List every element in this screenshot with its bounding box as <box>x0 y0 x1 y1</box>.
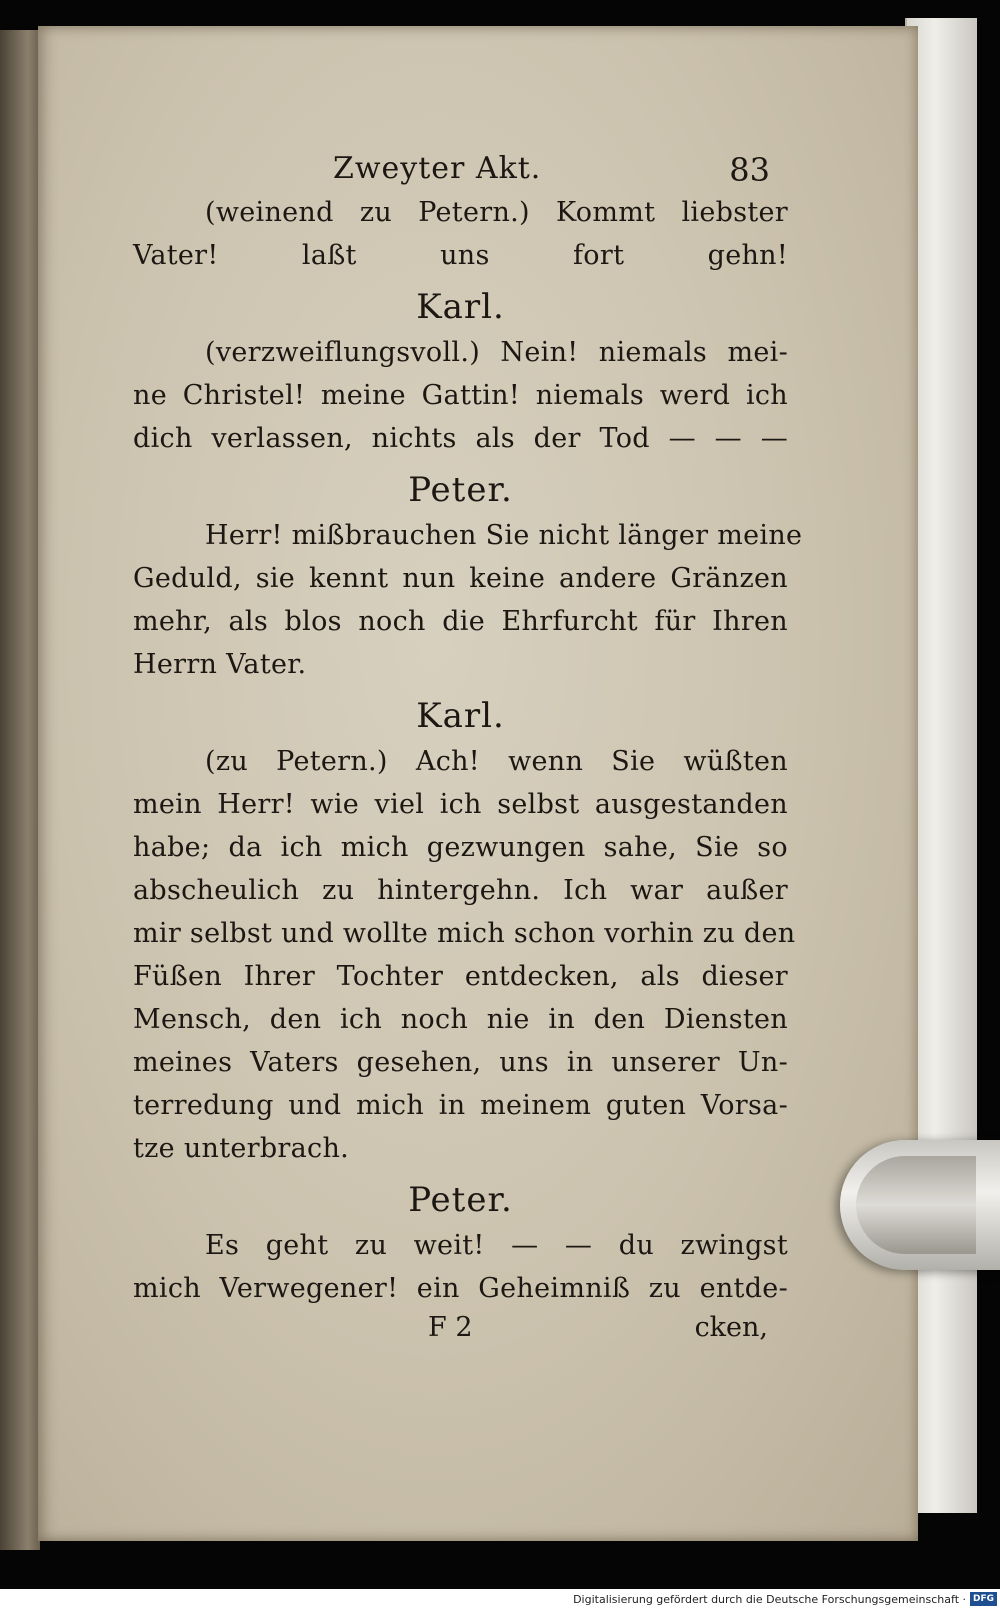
page-clip-inner <box>856 1156 976 1254</box>
text-line: Herr! mißbrauchen Sie nicht länger meine <box>205 520 803 551</box>
speaker-name: Karl. <box>416 696 505 736</box>
text-line: ne Christel! meine Gattin! niemals werd ich <box>133 380 788 411</box>
text-line: (verzweiflungsvoll.) Nein! niemals mei- <box>205 337 788 368</box>
speaker-name: Peter. <box>408 1180 513 1220</box>
signature-mark: F 2 <box>428 1312 473 1343</box>
text-line: mehr, als blos noch die Ehrfurcht für Ihren <box>133 606 788 637</box>
dfg-logo-icon: DFG <box>970 1592 997 1606</box>
text-line: dich verlassen, nichts als der Tod — — — <box>133 423 788 454</box>
text-line: tze unterbrach. <box>133 1133 350 1164</box>
catchword: cken, <box>694 1312 768 1343</box>
body-text <box>133 191 803 1310</box>
page-number: 83 <box>729 151 770 189</box>
speaker-name: Peter. <box>408 470 513 510</box>
text-line: mich Verwegener! ein Geheimniß zu entde- <box>133 1273 788 1304</box>
text-line: Herrn Vater. <box>133 649 307 680</box>
text-line: Geduld, sie kennt nun keine andere Gränzen <box>133 563 788 594</box>
text-line: Es geht zu weit! — — du zwingst <box>205 1230 788 1261</box>
credit-bar <box>0 1589 1000 1609</box>
text-line: Füßen Ihrer Tochter entdecken, als dieser <box>133 961 788 992</box>
text-line: (weinend zu Petern.) Kommt liebster <box>205 197 788 228</box>
page-text-block <box>133 121 803 1354</box>
text-line: (zu Petern.) Ach! wenn Sie wüßten <box>205 746 788 777</box>
page-footer <box>133 1310 788 1354</box>
text-line: habe; da ich mich gezwungen sahe, Sie so <box>133 832 788 863</box>
running-head <box>133 121 788 191</box>
funding-credit: Digitalisierung gefördert durch die Deutsche Forschungsgemeinschaft · <box>573 1593 966 1606</box>
running-title: Zweyter Akt. <box>333 151 542 186</box>
text-line: abscheulich zu hintergehn. Ich war außer <box>133 875 788 906</box>
book-page <box>38 26 918 1541</box>
text-line: Vater! laßt uns fort gehn! <box>133 240 788 271</box>
text-line: Mensch, den ich noch nie in den Diensten <box>133 1004 788 1035</box>
text-line: meines Vaters gesehen, uns in unserer Un- <box>133 1047 788 1078</box>
text-line: mein Herr! wie viel ich selbst ausgestanden <box>133 789 788 820</box>
text-line: terredung und mich in meinem guten Vorsa- <box>133 1090 788 1121</box>
speaker-name: Karl. <box>416 287 505 327</box>
previous-page-edge <box>0 30 40 1550</box>
page-clip <box>840 1140 1000 1270</box>
text-line: mir selbst und wollte mich schon vorhin zu den <box>133 918 796 949</box>
